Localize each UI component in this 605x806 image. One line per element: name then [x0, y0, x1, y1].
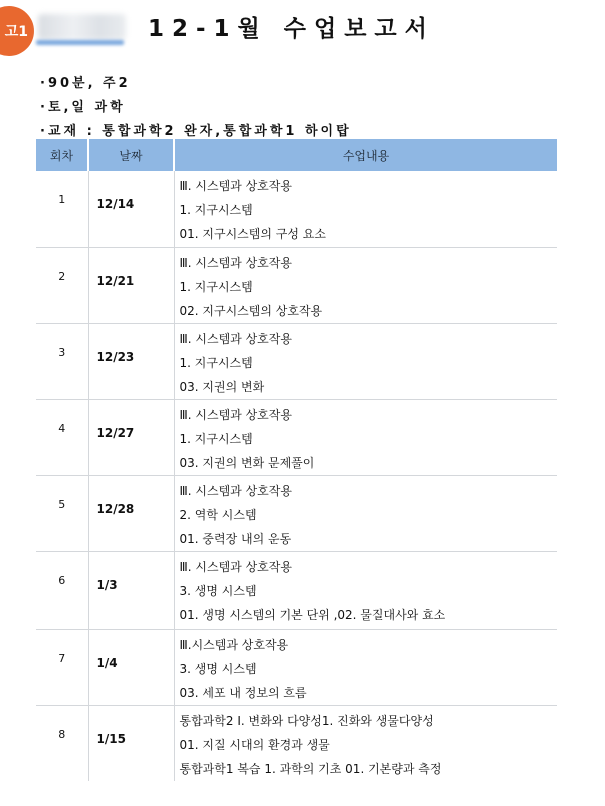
- lesson-content-line: 01. 중력장 내의 운동: [179, 531, 292, 546]
- lesson-content-line: Ⅲ.시스템과 상호작용: [179, 637, 289, 652]
- lesson-content-line: 통합과학1 복습 1. 과학의 기초 01. 기본량과 측정: [179, 761, 442, 776]
- session-date: 12/23: [96, 349, 135, 364]
- session-date: 12/27: [96, 425, 135, 440]
- lesson-content-line: Ⅲ. 시스템과 상호작용: [179, 331, 292, 346]
- lesson-content-line: Ⅲ. 시스템과 상호작용: [179, 483, 292, 498]
- page-title: 12-1월 수업보고서: [148, 16, 435, 42]
- lesson-content-line: 02. 지구시스템의 상호작용: [179, 303, 323, 318]
- lesson-content-line: 3. 생명 시스템: [179, 661, 257, 676]
- lesson-content-line: 01. 생명 시스템의 기본 단위 ,02. 물질대사와 효소: [179, 607, 446, 622]
- session-number: 4: [58, 421, 66, 435]
- lesson-content-line: 1. 지구시스템: [179, 355, 253, 370]
- session-number: 6: [58, 573, 66, 587]
- session-number: 2: [58, 269, 66, 283]
- lesson-content-line: 3. 생명 시스템: [179, 583, 257, 598]
- lesson-content-line: Ⅲ. 시스템과 상호작용: [179, 407, 292, 422]
- session-number: 5: [58, 497, 66, 511]
- table-row: [36, 323, 557, 399]
- session-date: 12/28: [96, 501, 135, 516]
- report-table: [36, 139, 557, 781]
- column-header-date: 날짜: [88, 139, 174, 171]
- session-date: 12/21: [96, 273, 135, 288]
- lesson-content-line: 03. 세포 내 정보의 흐름: [179, 685, 307, 700]
- table-row: [36, 475, 557, 551]
- grade-badge: 고1: [0, 6, 34, 56]
- lesson-content-line: Ⅲ. 시스템과 상호작용: [179, 255, 292, 270]
- table-header-row: [36, 139, 557, 171]
- lesson-content-line: 01. 지질 시대의 환경과 생물: [179, 737, 330, 752]
- table-row: [36, 705, 557, 781]
- table-row: [36, 171, 557, 247]
- session-date: 1/3: [96, 577, 118, 592]
- table-row: [36, 551, 557, 629]
- session-number: 8: [58, 727, 66, 741]
- lesson-content-line: 03. 지권의 변화 문제풀이: [179, 455, 315, 470]
- table-row: [36, 399, 557, 475]
- info-line-days: ·토,일 과학: [40, 100, 126, 115]
- lesson-content-line: 01. 지구시스템의 구성 요소: [179, 227, 326, 241]
- column-header-session: 회차: [36, 139, 88, 171]
- lesson-content-line: Ⅲ. 시스템과 상호작용: [179, 179, 292, 193]
- lesson-content-line: 1. 지구시스템: [179, 431, 253, 446]
- session-number: 1: [58, 193, 66, 206]
- table-row: [36, 629, 557, 705]
- info-line-duration: ·90분, 주2: [40, 76, 131, 91]
- lesson-content-line: 03. 지권의 변화: [179, 379, 265, 394]
- blurred-name-underline: [36, 40, 124, 45]
- lesson-content-line: 통합과학2 Ⅰ. 변화와 다양성1. 진화와 생물다양성: [179, 713, 434, 728]
- column-header-content: 수업내용: [174, 139, 557, 171]
- session-number: 3: [58, 345, 66, 359]
- session-date: 1/15: [96, 731, 126, 746]
- table-row: [36, 247, 557, 323]
- table-body: [36, 171, 557, 781]
- lesson-content-line: Ⅲ. 시스템과 상호작용: [179, 559, 292, 574]
- lesson-content-line: 2. 역학 시스템: [179, 507, 257, 522]
- blurred-name: [38, 14, 126, 40]
- session-number: 7: [58, 651, 66, 665]
- lesson-content-line: 1. 지구시스템: [179, 203, 253, 217]
- info-line-textbook: ·교재 : 통합과학2 완자,통합과학1 하이탑: [40, 124, 352, 139]
- session-date: 12/14: [96, 197, 135, 211]
- lesson-content-line: 1. 지구시스템: [179, 279, 253, 294]
- session-date: 1/4: [96, 655, 118, 670]
